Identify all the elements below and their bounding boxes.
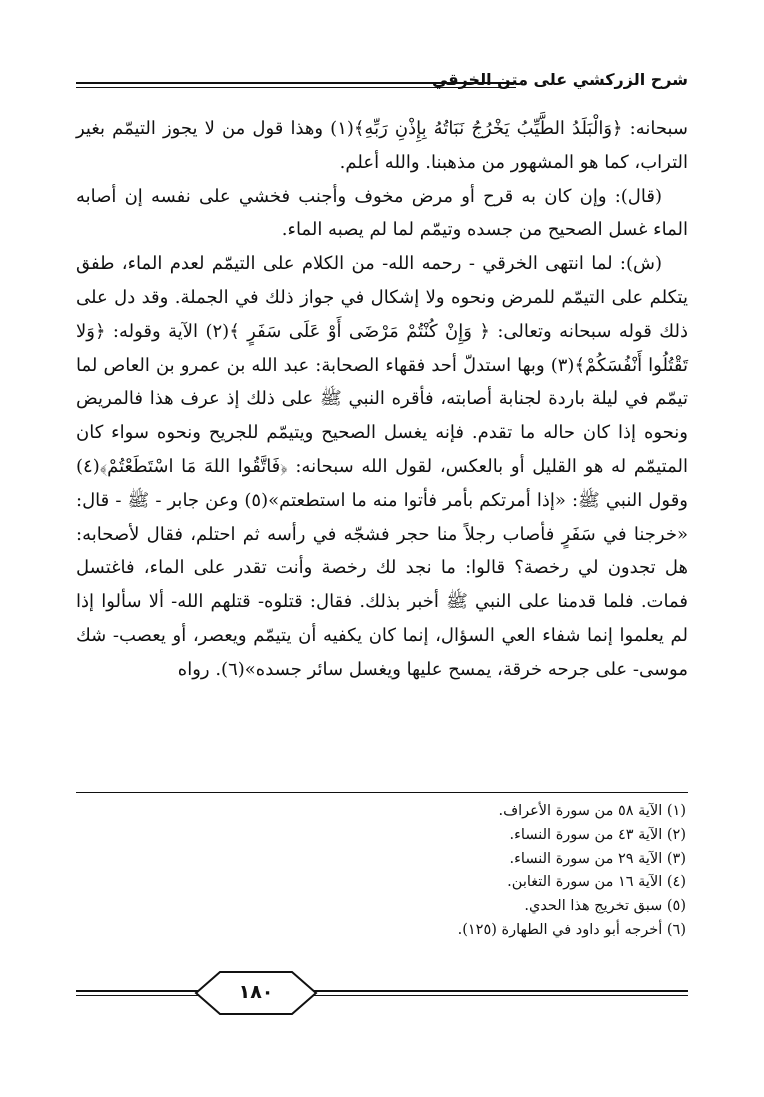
paragraph-2: (قال): وإن كان به قرح أو مرض مخوف وأجنب فخشي على نفسه إن أصابه الماء غسل الصحيح من جسده وتيمّم لما لم يصبه الماء. [76, 185, 688, 241]
paragraph-1: سبحانه: ﴿وَالْبَلَدُ الطَّيِّبُ يَخْرُجُ نَبَاتُهُ بِإِذْنِ رَبِّهِ﴾(١) وهذا قول من لا يجوز التيمّم بغير التراب، كما هو المشهور من مذهبنا. والله أعلم. [76, 118, 688, 173]
footnote-item: (٤) الآية ١٦ من سورة التغابن. [507, 874, 686, 891]
paragraph-3: (ش): لما انتهى الخرقي - رحمه الله- من الكلام على التيمّم لعدم الماء، طفق يتكلم على التيمّم للمرض ونحوه ولا إشكال في جواز ذلك في الجملة. وقد دل على ذلك قوله سبحانه وتعالى: ﴿ وَإِنْ كُنْتُمْ مَرْضَى أَوْ عَلَى سَفَرٍ ﴾(٢) الآية وقوله: ﴿وَلا تَقْتُلُوا أَنْفُسَكُمْ﴾(٣) وبها استدلّ أحد فقهاء الصحابة: عبد الله بن عمرو بن العاص لما تيمّم في ليلة باردة لجنابة أصابته، فأقره النبي ﷺ على ذلك إذ عرف هذا فالمريض ونحوه إذا كان حاله ما تقدم. فإنه يغسل الصحيح ويتيمّم للجريح ونحوه سواء كان المتيمّم له هو القليل أو بالعكس، لقول الله سبحانه: ﴿فَاتَّقُوا اللهَ مَا اسْتَطَعْتُمْ﴾(٤) وقول النبي ﷺ: «إذا أمرتكم بأمر فأتوا منه ما استطعتم»(٥) وعن جابر - ﷺ - قال: «خرجنا في سَفَرٍ فأصاب رجلاً منا حجر فشجّه في رأسه ثم احتلم، فقال لأصحابه: هل تجدون لي رخصة؟ قالوا: ما نجد لك رخصة وأنت تقدر على الماء، فاغتسل فمات. فلما قدمنا على النبي ﷺ أخبر بذلك. فقال: قتلوه- قتلهم الله- ألا سألوا إذا لم يعلموا إنما شفاء العي السؤال، إنما كان يكفيه أن يتيمّم ويعصر، أو يعصب- شك موسى- على جرحه خرقة، يمسح عليها ويغسل سائر جسده»(٦). رواه [76, 253, 688, 680]
running-header [76, 64, 688, 98]
page-number-badge [194, 970, 318, 1016]
footnote-item: (٢) الآية ٤٣ من سورة النساء. [509, 826, 686, 843]
main-text [76, 112, 688, 687]
running-header-title: شرح الزركشي على متن الخرقي [431, 70, 688, 89]
footnote-item: (٥) سبق تخريج هذا الحدي. [524, 898, 686, 915]
footer-rule [76, 990, 688, 996]
footnote-divider [76, 792, 688, 793]
footnotes-list [126, 800, 686, 943]
page-number: ١٨٠ [238, 981, 274, 1003]
footnote-item: (١) الآية ٥٨ من سورة الأعراف. [498, 803, 686, 819]
page-footer [76, 966, 688, 1016]
footnote-item: (٣) الآية ٢٩ من سورة النساء. [509, 850, 686, 867]
footnote-item: (٦) أخرجه أبو داود في الطهارة (١٢٥). [457, 921, 686, 938]
